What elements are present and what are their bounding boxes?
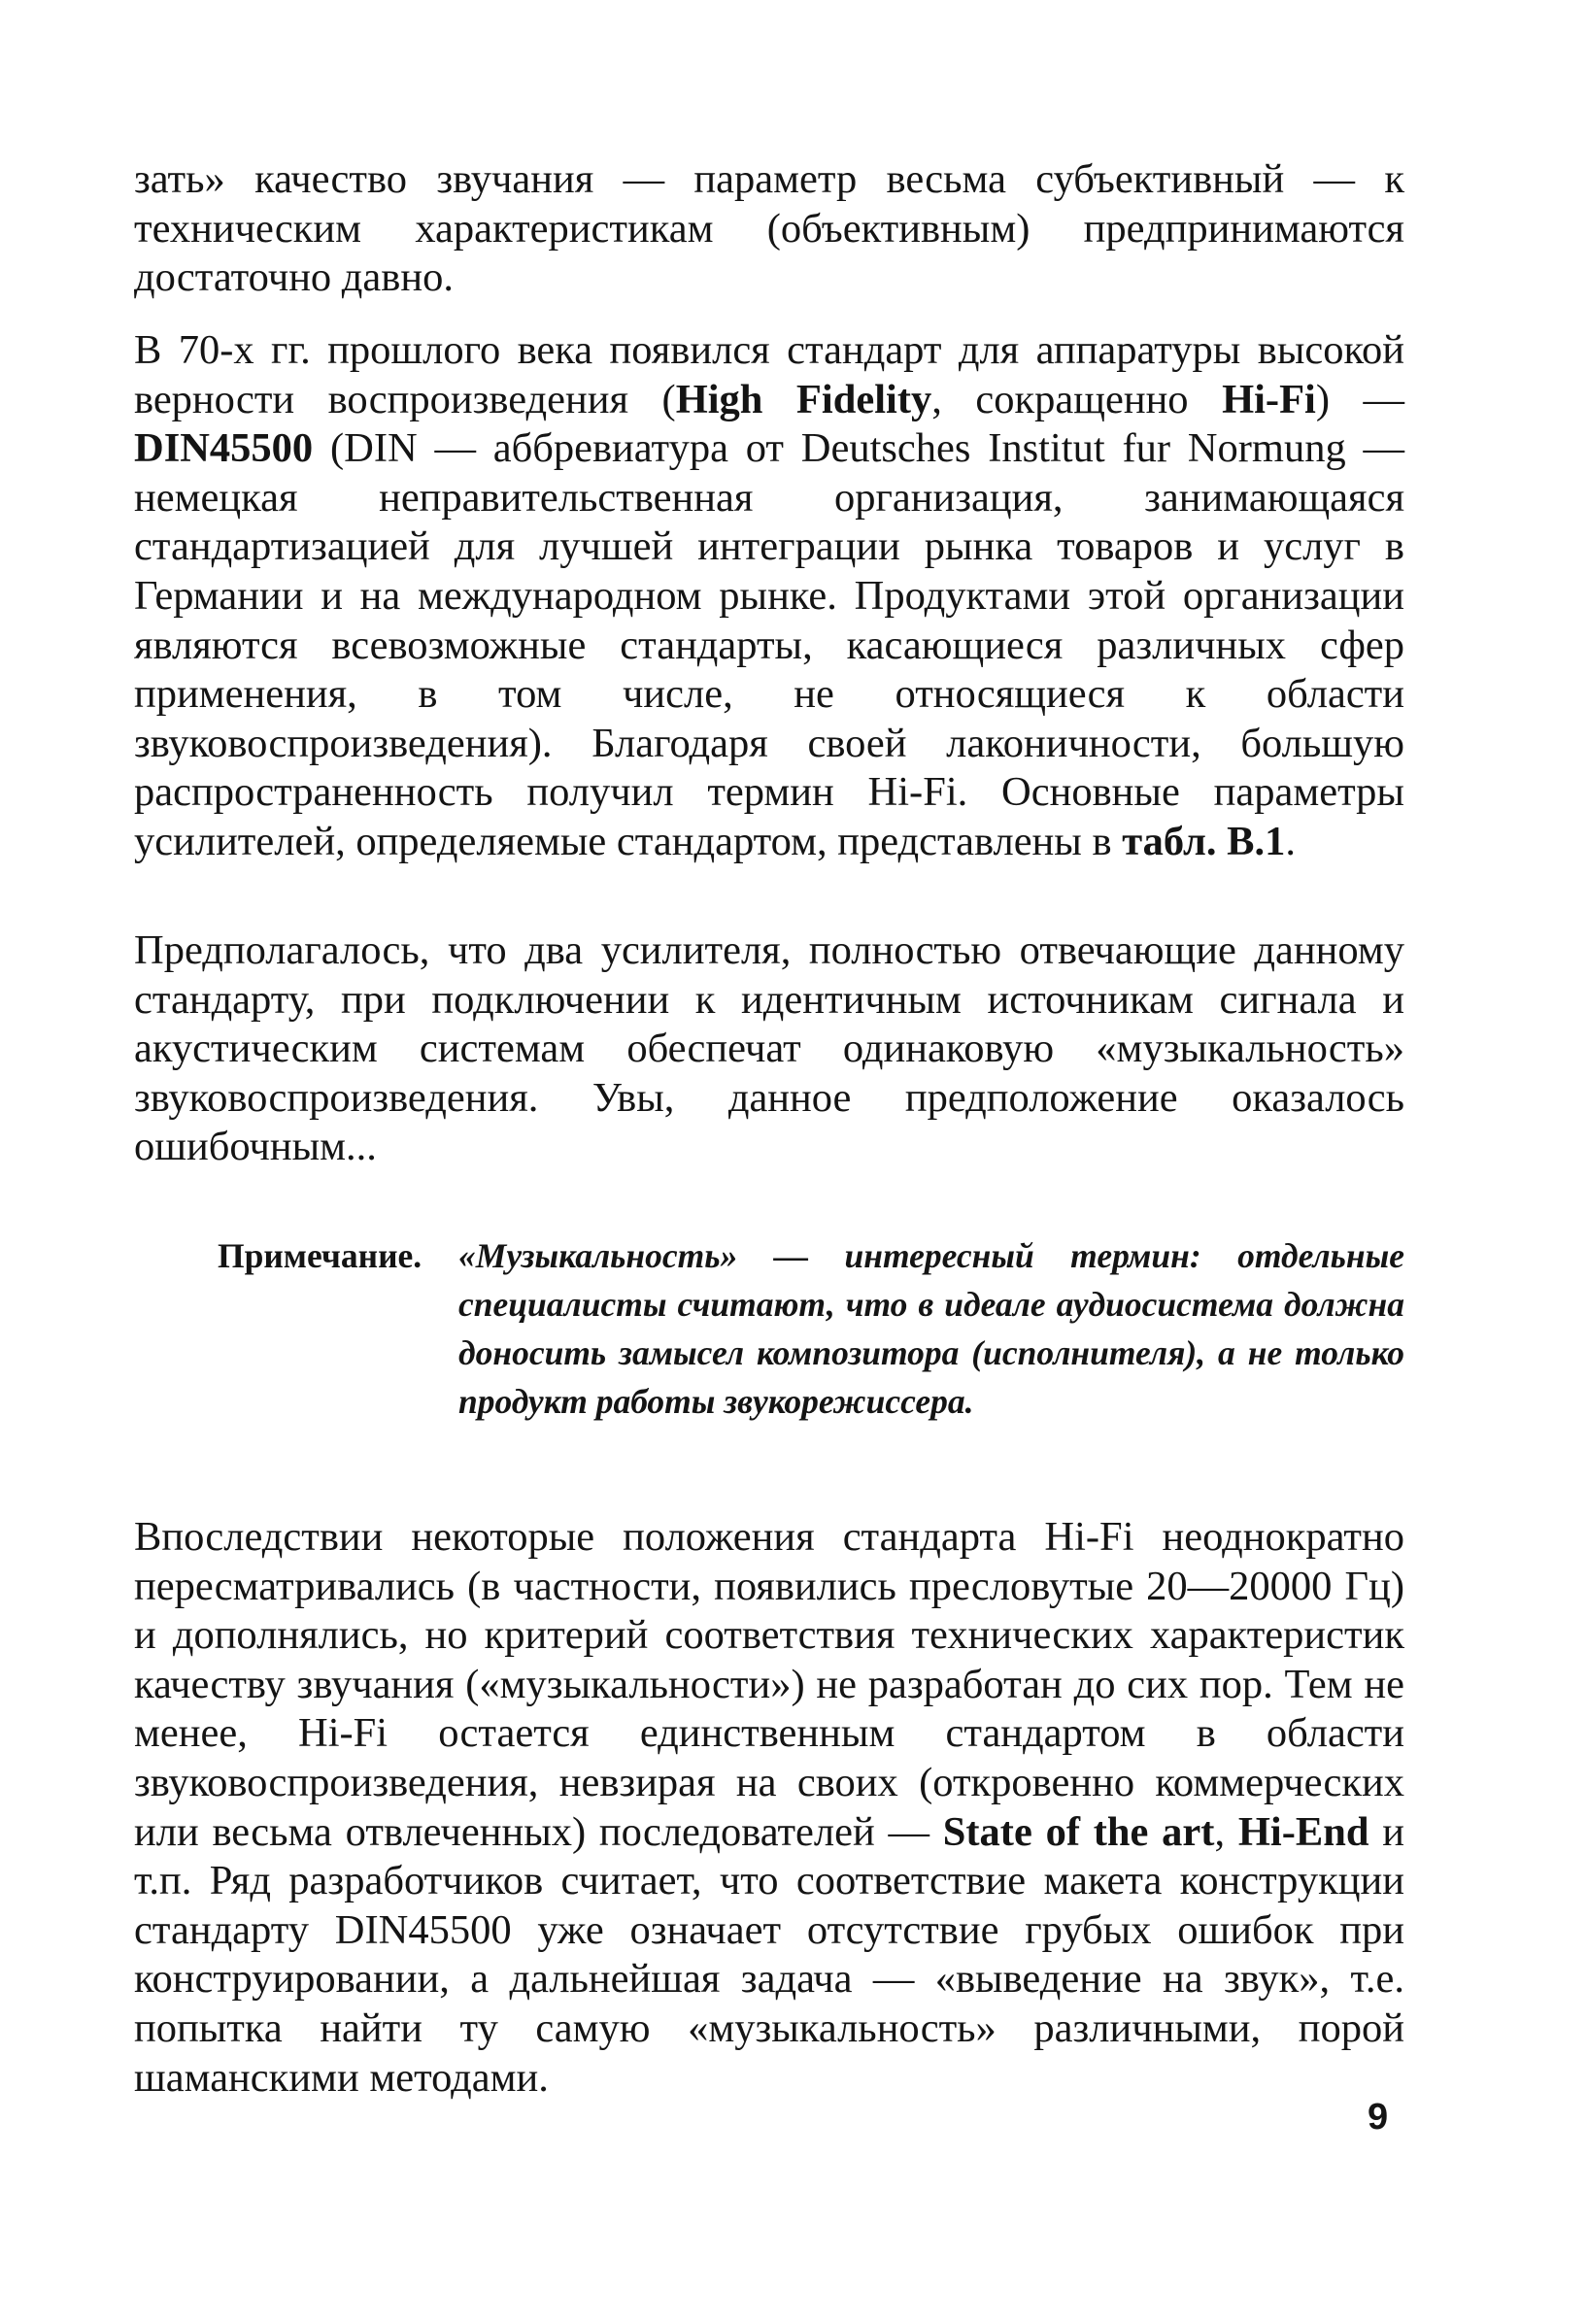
paragraph-1 xyxy=(134,155,1404,303)
paragraph-4 xyxy=(134,1513,1404,2103)
paragraph-4-text xyxy=(134,1513,1404,2103)
term-hi-end: Hi-End xyxy=(1237,1808,1369,1855)
paragraph-2 xyxy=(134,326,1404,867)
paragraph-3-text: Предполагалось, что два усилителя, полностью отвечающие данному стандарту, при подключении к идентичным источникам сигнала и акустическим системам обеспечат одинаковую «музыкальность» звуковоспроизведения. Увы, данное предположение оказалось ошибочным... xyxy=(134,927,1404,1170)
paragraph-2-part-2: , сокращенно xyxy=(931,376,1223,422)
term-din45500: DIN45500 xyxy=(134,425,314,472)
note-label: Примечание. xyxy=(218,1236,422,1275)
note-block xyxy=(218,1231,1404,1426)
paragraph-4-part-2: , xyxy=(1214,1808,1238,1855)
term-state-of-the-art: State of the art xyxy=(942,1808,1215,1855)
paragraph-2-text xyxy=(134,326,1404,867)
paragraph-4-part-1: Впоследствии некоторые положения стандарта Hi-Fi неоднократно пересматривались (в частности, появились пресловутые 20—20000 Гц) и дополнялись, но критерий соответствия технических характеристик качеству звучания («музыкальности») не разработан до сих пор. Тем не менее, Hi-Fi остается единственным стандартом в области звуковоспроизведения, невзирая на своих (откровенно коммерческих или весьма отвлеченных) последователей — xyxy=(134,1514,1404,1855)
paragraph-2-part-4: (DIN — аббревиатура от Deutsches Institut fur Normung — немецкая неправительственная организация, занимающаяся стандартизацией для лучшей интеграции рынка товаров и услуг в Германии и на международном рынке. Продуктами этой организации являются всевозможные стандарты, касающиеся различных сфер применения, в том числе, не относящиеся к области звуковоспроизведения). Благодаря своей лаконичности, большую распространенность получил термин Hi-Fi. Основные параметры усилителей, определяемые стандартом, представлены в xyxy=(134,425,1404,864)
paragraph-2-part-5: . xyxy=(1285,818,1296,864)
paragraph-1-text: зать» качество звучания — параметр весьма субъективный — к техническим характеристикам (объективным) предпринимаются достаточно давно. xyxy=(134,156,1404,301)
table-reference: табл. В.1 xyxy=(1122,818,1286,864)
term-hi-fi: Hi-Fi xyxy=(1222,376,1316,422)
note-text: «Музыкальность» — интересный термин: отдельные специалисты считают, что в идеале аудиосистема должна доносить замысел композитора (исполнителя), а не только продукт работы звукорежиссера. xyxy=(458,1236,1404,1421)
paragraph-3 xyxy=(134,926,1404,1172)
paragraph-4-part-3: и т.п. Ряд разработчиков считает, что соответствие макета конструкции стандарту DIN45500 уже означает отсутствие грубых ошибок при конструировании, а дальнейшая задача — «выведение на звук», т.е. попытка найти ту самую «музыкальность» различными, порой шаманскими методами. xyxy=(134,1808,1404,2101)
paragraph-2-part-1: В 70-х гг. прошлого века появился стандарт для аппаратуры высокой верности воспроизведения ( xyxy=(134,327,1404,422)
paragraph-2-part-3: ) — xyxy=(1315,376,1405,422)
term-high-fidelity: High Fidelity xyxy=(675,376,932,422)
page-number: 9 xyxy=(1368,2097,1389,2138)
